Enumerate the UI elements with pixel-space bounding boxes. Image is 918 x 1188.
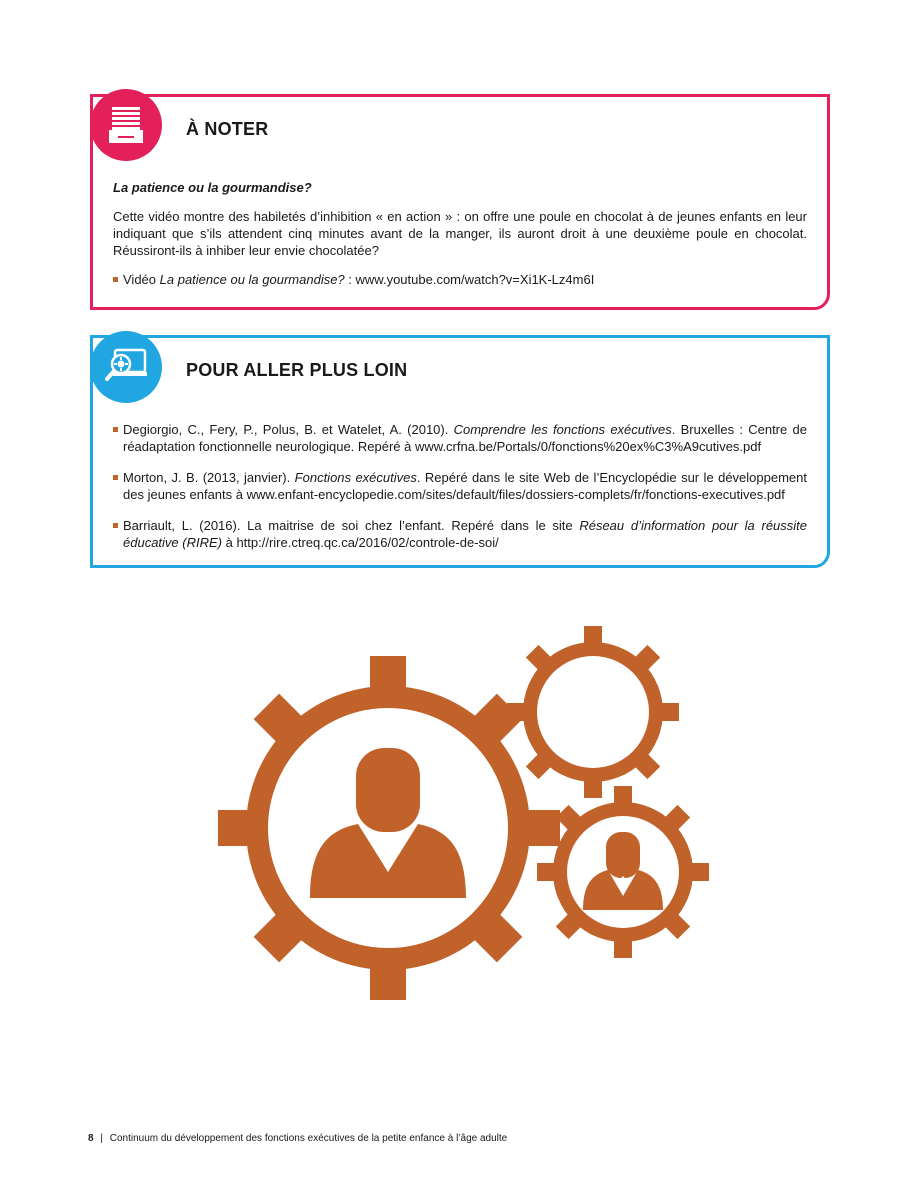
note-video-item — [113, 271, 807, 288]
references-list — [113, 421, 807, 551]
further-reading-box — [90, 335, 830, 568]
note-list — [113, 271, 807, 288]
reference-source[interactable]: à http://rire.ctreq.qc.ca/2016/02/controle-de-soi/ — [221, 535, 499, 550]
reference-title: Comprendre les fonctions exécutives — [453, 422, 672, 437]
reference-text: Barriault, L. (2016). La maitrise de soi chez l’enfant. Repéré dans le site — [123, 518, 580, 533]
reference-text: Degiorgio, C., Fery, P., Polus, B. et Watelet, A. (2010). — [123, 422, 454, 437]
video-link[interactable]: : www.youtube.com/watch?v=Xi1K-Lz4m6I — [344, 272, 595, 287]
reference-item — [113, 469, 807, 503]
page-number: 8 — [88, 1133, 94, 1144]
bullet-square-icon — [113, 475, 118, 480]
note-content — [113, 179, 807, 302]
document-tray-icon — [90, 89, 162, 161]
note-box — [90, 94, 830, 310]
reference-source[interactable]: . Repéré dans le site Web de l’Encyclopédie sur le développement des jeunes enfants à www.enfant-encyclopedie.com/sites/default/files/dossiers-complets/fr/fonctions-executives.pdf — [123, 470, 807, 502]
video-prefix: Vidéo — [123, 272, 160, 287]
monitor-magnifier-gear-icon — [90, 331, 162, 403]
footer-separator: | — [100, 1133, 103, 1144]
reference-text: Morton, J. B. (2013, janvier). — [123, 470, 295, 485]
reference-source[interactable]: . Bruxelles : Centre de réadaptation fonctionnelle neurologique. Repéré à www.crfna.be/Portals/0/fonctions%20ex%C3%A9cutives.pdf — [123, 422, 807, 454]
video-title: La patience ou la gourmandise? — [159, 272, 345, 287]
bullet-square-icon — [113, 523, 118, 528]
reference-title: Réseau d’information pour la réussite éducative (RIRE) — [123, 518, 808, 550]
page-footer — [88, 1133, 507, 1144]
footer-title: Continuum du développement des fonctions exécutives de la petite enfance à l’âge adulte — [109, 1133, 508, 1144]
bullet-square-icon — [113, 277, 118, 282]
references-content — [113, 421, 807, 565]
bullet-square-icon — [113, 427, 118, 432]
note-title: À NOTER — [186, 119, 269, 139]
reference-item — [113, 517, 807, 551]
note-subtitle: La patience ou la gourmandise? — [113, 180, 312, 195]
reference-item — [113, 421, 807, 455]
note-paragraph: Cette vidéo montre des habiletés d’inhibition « en action » : on offre une poule en chocolat à de jeunes enfants en leur indiquant que s’ils attendent cinq minutes avant de la manger, ils auront droit à une deuxième poule en chocolat. Réussiront-ils à inhiber leur envie chocolatée? — [113, 209, 807, 258]
reference-title: Fonctions exécutives — [294, 470, 417, 485]
further-reading-title: POUR ALLER PLUS LOIN — [186, 360, 408, 380]
gears-with-people-icon — [218, 620, 718, 1010]
